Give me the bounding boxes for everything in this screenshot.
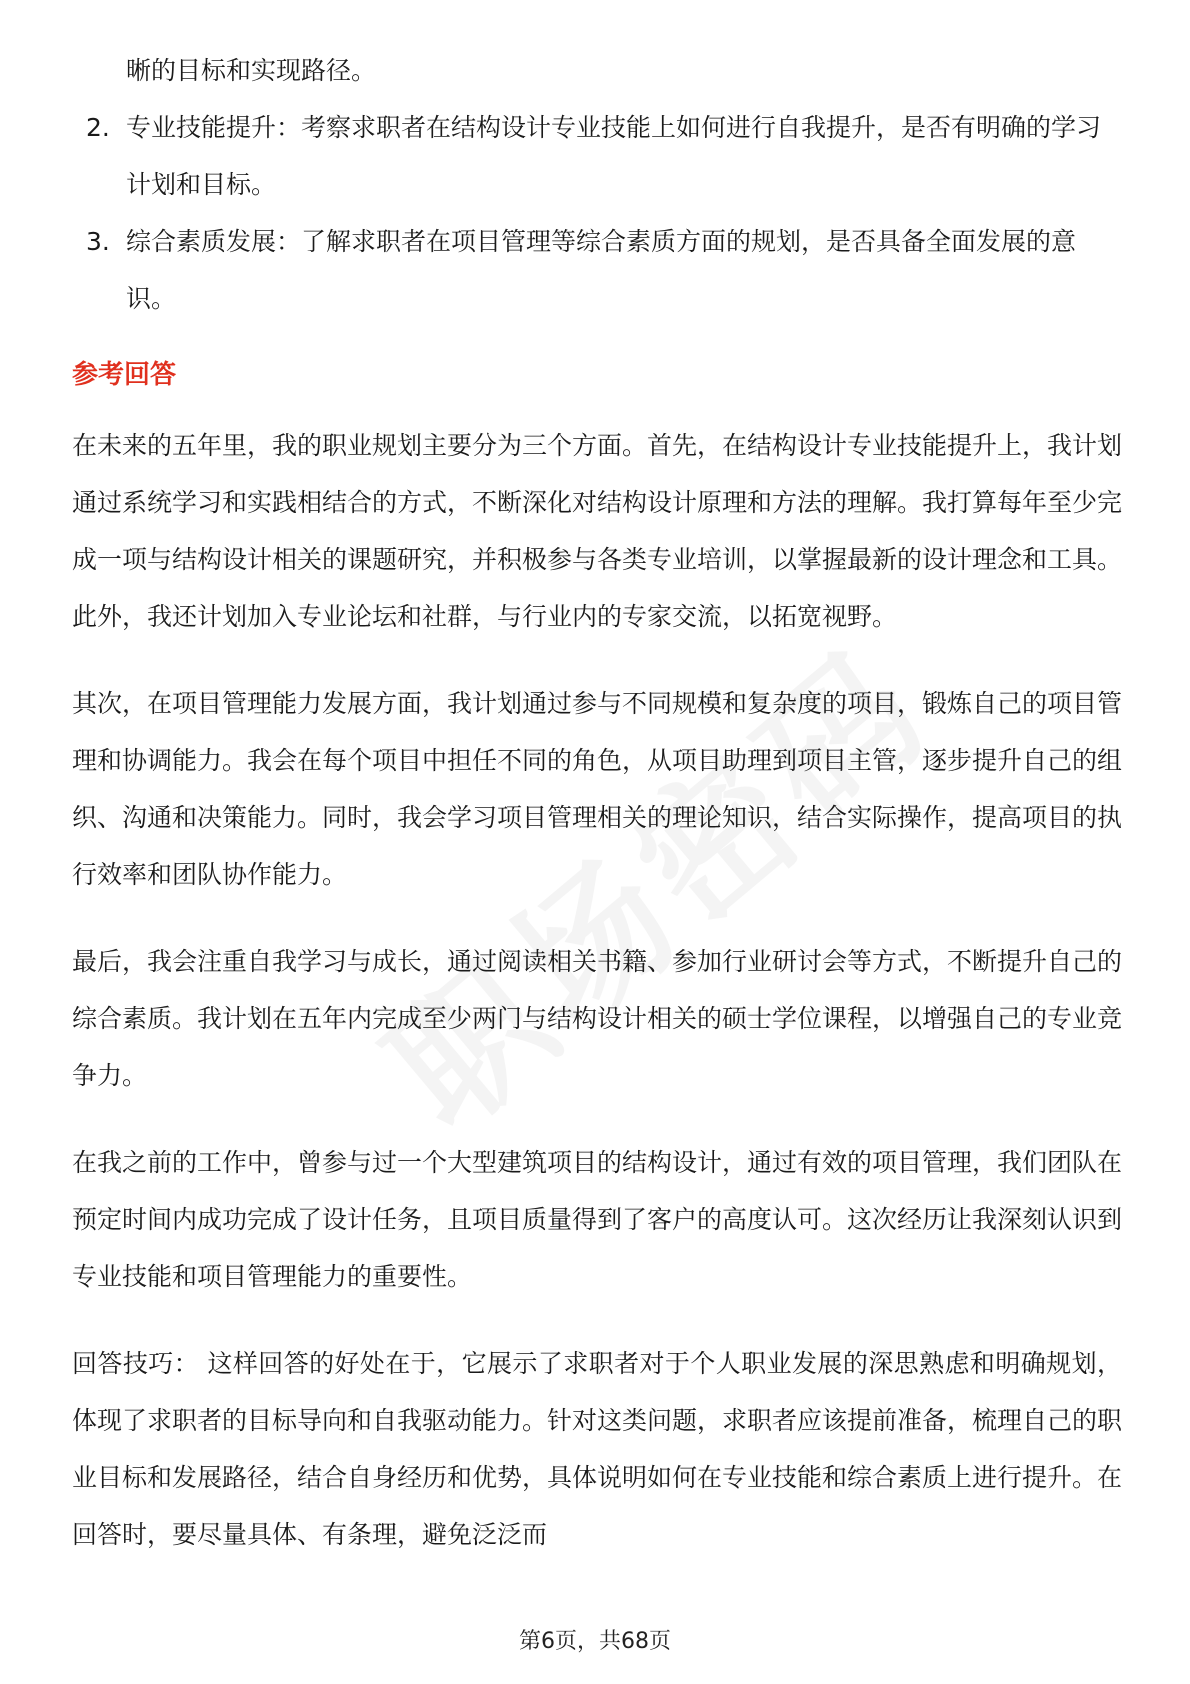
paragraph: 其次，在项目管理能力发展方面，我计划通过参与不同规模和复杂度的项目，锻炼自己的项目管理和协调能力。我会在每个项目中担任不同的角色，从项目助理到项目主管，逐步提升自己的组织、沟通和决策能力。同时，我会学习项目管理相关的理论知识，结合实际操作，提高项目的执行效率和团队协作能力。 [72,689,1123,889]
list-item-text: 专业技能提升：考察求职者在结构设计专业技能上如何进行自我提升，是否有明确的学习计划和目标。 [126,113,1102,199]
page-content [72,42,1122,1593]
list-item-number: 3. [86,227,110,256]
list-item [72,99,1122,213]
list-item-text: 综合素质发展：了解求职者在项目管理等综合素质方面的规划，是否具备全面发展的意识。 [126,227,1077,313]
list-item-number: 2. [86,113,110,142]
paragraph: 最后，我会注重自我学习与成长，通过阅读相关书籍、参加行业研讨会等方式，不断提升自己的综合素质。我计划在五年内完成至少两门与结构设计相关的硕士学位课程，以增强自己的专业竞争力。 [72,947,1123,1090]
criteria-list [72,42,1122,327]
answer-tips-paragraph: 回答技巧： 这样回答的好处在于，它展示了求职者对于个人职业发展的深思熟虑和明确规划，体现了求职者的目标导向和自我驱动能力。针对这类问题，求职者应该提前准备，梳理自己的职业目标和发展路径，结合自身经历和优势，具体说明如何在专业技能和综合素质上进行提升。在回答时，要尽量具体、有条理，避免泛泛而 [72,1349,1123,1549]
list-item [72,213,1122,327]
section-heading: 参考回答 [72,360,177,390]
paragraph: 在未来的五年里，我的职业规划主要分为三个方面。首先，在结构设计专业技能提升上，我计划通过系统学习和实践相结合的方式，不断深化对结构设计原理和方法的理解。我打算每年至少完成一项与结构设计相关的课题研究，并积极参与各类专业培训，以掌握最新的设计理念和工具。此外，我还计划加入专业论坛和社群，与行业内的专家交流，以拓宽视野。 [72,431,1123,631]
paragraph: 在我之前的工作中，曾参与过一个大型建筑项目的结构设计，通过有效的项目管理，我们团队在预定时间内成功完成了设计任务，且项目质量得到了客户的高度认可。这次经历让我深刻认识到专业技能和项目管理能力的重要性。 [72,1148,1123,1291]
list-item-continuation: 晰的目标和实现路径。 [126,56,377,85]
page-number: 第6页，共68页 [519,1629,671,1654]
